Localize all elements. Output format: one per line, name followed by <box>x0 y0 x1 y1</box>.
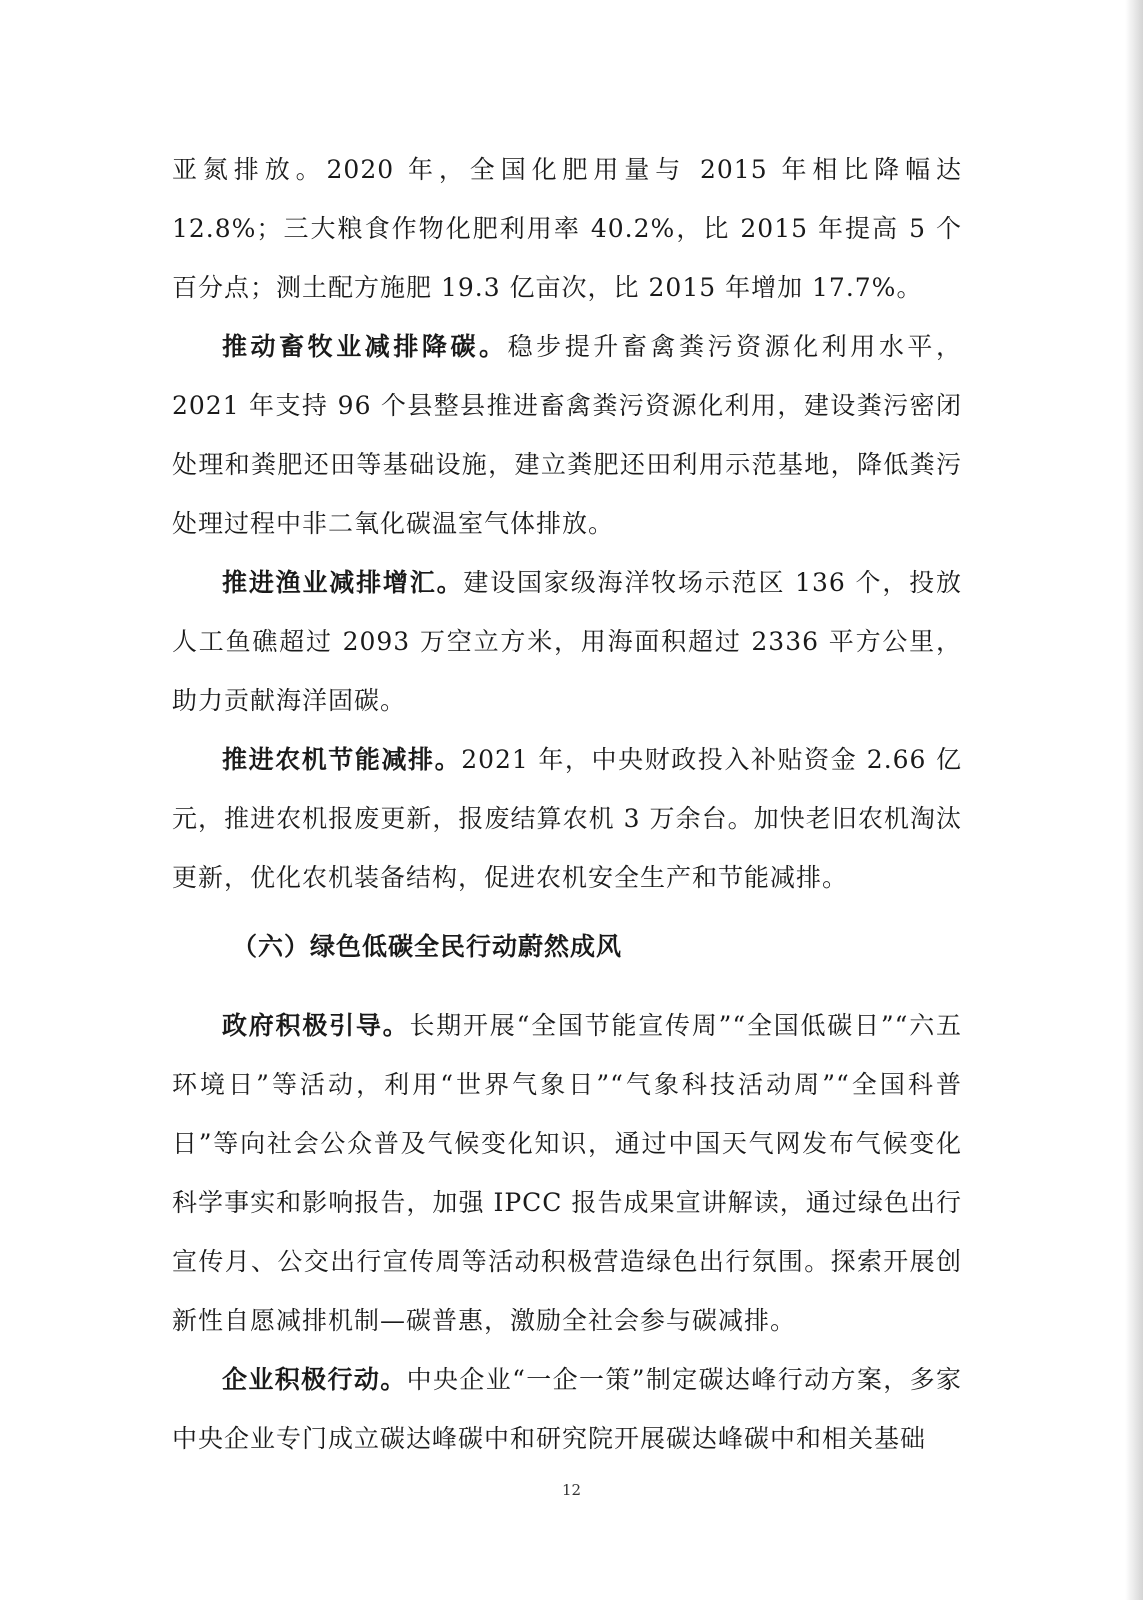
paragraph-livestock <box>172 317 962 553</box>
paragraph-text: 2021 年，中央财政投入补贴资金 2.66 亿元，推进农机报废更新，报废结算农机 3 万余台。加快老旧农机淘汰更新，优化农机装备结构，促进农机安全生产和节能减排。 <box>172 745 962 892</box>
paragraph-fishery <box>172 553 962 730</box>
paragraph-government <box>172 996 962 1350</box>
paragraph-text: 稳步提升畜禽粪污资源化利用水平，2021 年支持 96 个县整县推进畜禽粪污资源化利用，建设粪污密闭处理和粪肥还田等基础设施，建立粪肥还田利用示范基地，降低粪污处理过程中非二氧化碳温室气体排放。 <box>172 332 962 538</box>
paragraph-agri-machinery <box>172 730 962 907</box>
paragraph-fertilizer <box>172 140 962 317</box>
paragraph-text: 长期开展“全国节能宣传周”“全国低碳日”“六五环境日”等活动，利用“世界气象日”“气象科技活动周”“全国科普日”等向社会公众普及气候变化知识，通过中国天气网发布气候变化科学事实和影响报告，加强 IPCC 报告成果宣讲解读，通过绿色出行宣传月、公交出行宣传周等活动积极营造绿色出行氛围。探索开展创新性自愿减排机制—碳普惠，激励全社会参与碳减排。 <box>172 1011 962 1335</box>
section-heading: （六）绿色低碳全民行动蔚然成风 <box>232 932 623 961</box>
paragraph-text: 建设国家级海洋牧场示范区 136 个，投放人工鱼礁超过 2093 万空立方米，用海面积超过 2336 平方公里，助力贡献海洋固碳。 <box>172 568 962 715</box>
document-body <box>172 140 962 1468</box>
paragraph-text: 亚氮排放。2020 年，全国化肥用量与 2015 年相比降幅达 12.8%；三大粮食作物化肥利用率 40.2%，比 2015 年提高 5 个百分点；测土配方施肥 19.3 亿亩次，比 2015 年增加 17.7%。 <box>172 155 962 302</box>
paragraph-enterprise <box>172 1350 962 1468</box>
paragraph-lead: 推进农机节能减排。 <box>222 745 462 774</box>
page-edge-shadow <box>1125 0 1143 1600</box>
paragraph-lead: 企业积极行动。 <box>222 1365 407 1394</box>
paragraph-lead: 推动畜牧业减排降碳。 <box>222 332 508 361</box>
page-number: 12 <box>561 1481 582 1499</box>
paragraph-lead: 推进渔业减排增汇。 <box>222 568 464 597</box>
paragraph-lead: 政府积极引导。 <box>222 1011 410 1040</box>
paragraph-text: 中央企业“一企一策”制定碳达峰行动方案，多家中央企业专门成立碳达峰碳中和研究院开展碳达峰碳中和相关基础 <box>172 1365 962 1453</box>
